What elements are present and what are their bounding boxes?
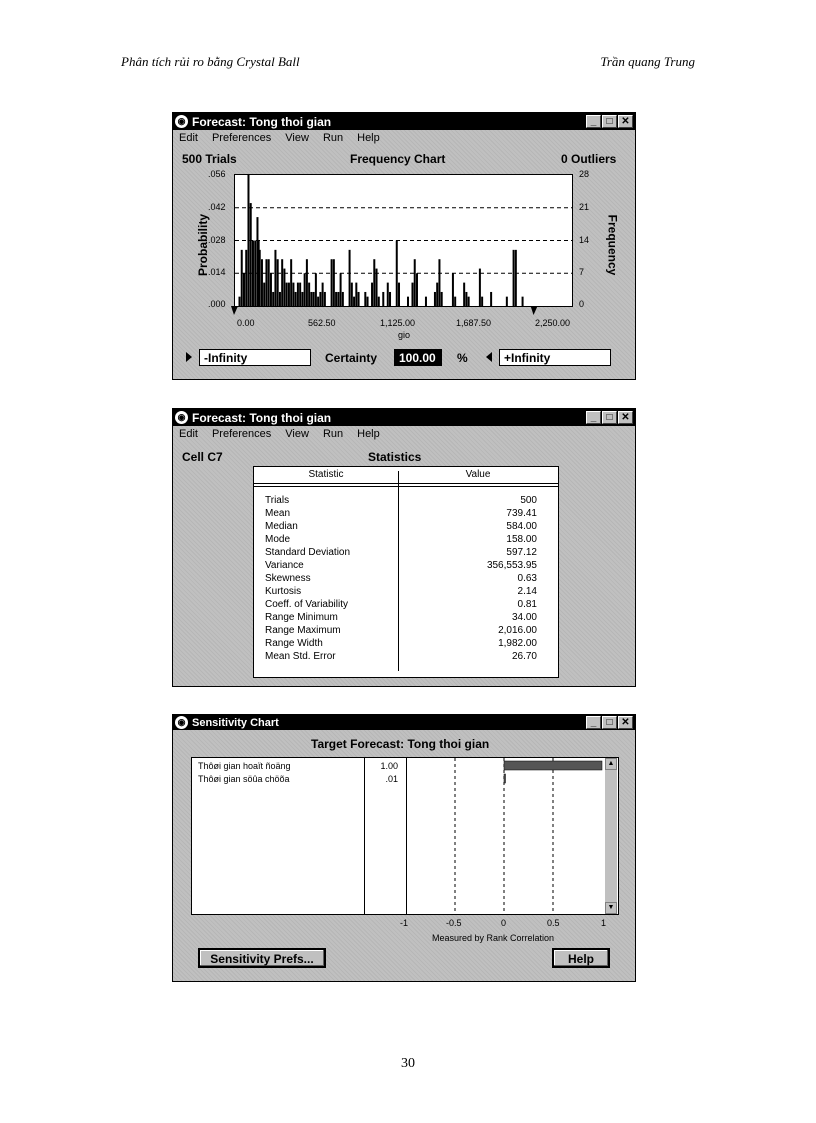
statistic-name: Mean (265, 508, 291, 519)
histogram-bar (376, 269, 378, 306)
menu-view[interactable]: View (285, 131, 309, 144)
histogram-bar (279, 292, 281, 306)
histogram-bar (319, 292, 321, 306)
scroll-down-icon[interactable]: ▼ (605, 902, 617, 914)
statistic-value: 34.00 (511, 612, 537, 623)
histogram-bar (463, 283, 465, 306)
right-arrow-icon[interactable] (486, 352, 492, 362)
histogram-bar (373, 259, 375, 306)
statistic-values (404, 494, 537, 663)
sensitivity-titlebar[interactable] (173, 715, 635, 730)
histogram-bar (250, 203, 252, 306)
histogram-bar (416, 273, 418, 306)
certainty-label: Certainty (325, 351, 378, 365)
histogram-bar (297, 283, 299, 306)
certainty-markers[interactable] (230, 305, 630, 319)
maximize-button[interactable]: □ (602, 115, 617, 128)
menu-help[interactable]: Help (357, 131, 380, 144)
histogram-bar (351, 283, 353, 306)
frequency-chart-svg (235, 175, 572, 306)
statistic-value: 26.70 (511, 651, 537, 662)
statistic-name: Median (265, 521, 298, 532)
histogram-bar (333, 259, 335, 306)
statistic-name: Trials (265, 495, 290, 506)
histogram-bar (452, 273, 454, 306)
histogram-bar (308, 283, 310, 306)
histogram-bar (515, 250, 517, 306)
histogram-bar (310, 292, 312, 306)
sensitivity-prefs-button[interactable]: Sensitivity Prefs... (198, 948, 326, 968)
sensitivity-row-name: Thôøi gian söûa chöõa (198, 774, 290, 784)
crystal-ball-icon[interactable]: ◉ (175, 716, 188, 729)
histogram-bar (436, 283, 438, 306)
histogram-bar (434, 292, 436, 306)
statistic-value: 739.41 (506, 508, 537, 519)
window-title: Forecast: Tong thoi gian (192, 114, 332, 129)
histogram-bar (331, 259, 333, 306)
upper-bound-field[interactable]: +Infinity (499, 349, 611, 366)
histogram-bar (337, 292, 339, 306)
right-tick: 21 (579, 202, 590, 212)
histogram-bar (304, 273, 306, 306)
menu-bar (173, 130, 635, 145)
histogram-bar (479, 269, 481, 306)
right-tick: 28 (579, 169, 590, 179)
histogram-bar (243, 273, 245, 306)
x-axis-label: gio (398, 330, 411, 340)
trials-label: 500 Trials (182, 152, 237, 166)
close-button[interactable]: ✕ (618, 115, 633, 128)
histogram-bar (396, 241, 398, 307)
left-tick: .028 (208, 235, 226, 245)
statistic-value: 0.81 (517, 599, 537, 610)
menu-preferences[interactable]: Preferences (211, 131, 272, 144)
histogram-bar (290, 259, 292, 306)
cell-label: Cell C7 (182, 450, 223, 464)
x-tick: 1,125.00 (380, 318, 416, 328)
menu-bar (173, 426, 635, 441)
header-divider (254, 483, 558, 484)
probability-axis-label: Probability (196, 213, 211, 277)
histogram-bar (324, 292, 326, 306)
statistic-value: 158.00 (506, 534, 537, 545)
certainty-field[interactable]: 100.00 (394, 349, 442, 366)
histogram-bar (465, 292, 467, 306)
menu-edit[interactable]: Edit (179, 131, 198, 144)
histogram-bar (335, 292, 337, 306)
sensitivity-axis-tick: -1 (400, 918, 409, 928)
histogram-bar (259, 250, 261, 306)
histogram-bar (245, 250, 247, 306)
menu-help[interactable]: Help (357, 427, 380, 440)
scroll-up-icon[interactable]: ▲ (605, 758, 617, 770)
header-divider (254, 486, 558, 487)
histogram-bar (490, 292, 492, 306)
right-certainty-marker[interactable] (531, 306, 538, 315)
statistic-name: Skewness (265, 573, 311, 584)
histogram-bar (438, 259, 440, 306)
maximize-button[interactable]: □ (602, 411, 617, 424)
histogram-bar (358, 292, 360, 306)
maximize-button[interactable]: □ (602, 716, 617, 729)
histogram-bar (283, 269, 285, 306)
histogram-bar (315, 273, 317, 306)
left-certainty-marker[interactable] (231, 306, 238, 315)
target-forecast-label: Target Forecast: Tong thoi gian (311, 737, 490, 751)
histogram-bar (292, 283, 294, 306)
histogram-bar (241, 250, 243, 306)
histogram-bar (301, 292, 303, 306)
statistic-name: Range Maximum (265, 625, 341, 636)
histogram-bar (247, 175, 249, 306)
right-tick: 0 (579, 299, 585, 309)
chart-title: Frequency Chart (350, 152, 446, 166)
sensitivity-axis-tick: 0 (501, 918, 507, 928)
histogram-bar (398, 283, 400, 306)
percent-sign: % (457, 351, 468, 365)
sensitivity-row-name: Thôøi gian hoaït ñoäng (198, 761, 291, 771)
histogram-bar (288, 283, 290, 306)
right-tick: 7 (579, 267, 585, 277)
sensitivity-bar (504, 774, 506, 783)
lower-bound-field[interactable]: -Infinity (199, 349, 311, 366)
help-button[interactable]: Help (552, 948, 610, 968)
statistic-name: Range Minimum (265, 612, 338, 623)
histogram-bar (313, 292, 315, 306)
frequency-chart-plot (234, 174, 573, 307)
menu-view[interactable]: View (285, 427, 309, 440)
histogram-bar (286, 283, 288, 306)
statistic-name: Mean Std. Error (265, 651, 336, 662)
statistic-name: Variance (265, 560, 304, 571)
window-title: Sensitivity Chart (192, 716, 279, 729)
statistics-heading: Statistics (368, 450, 422, 464)
statistic-name: Range Width (265, 638, 323, 649)
histogram-bar (299, 283, 301, 306)
sensitivity-row-value: .01 (385, 774, 398, 784)
frequency-axis-label: Frequency (605, 214, 620, 276)
menu-run[interactable]: Run (322, 427, 344, 440)
left-tick: .056 (208, 169, 226, 179)
histogram-bar (261, 259, 263, 306)
vertical-scrollbar[interactable] (605, 758, 617, 914)
statistic-value: 597.12 (506, 547, 537, 558)
histogram-bar (265, 259, 267, 306)
statistic-value: 356,553.95 (486, 560, 537, 571)
menu-run[interactable]: Run (322, 131, 344, 144)
crystal-ball-icon[interactable]: ◉ (175, 115, 188, 128)
statistics-titlebar[interactable] (173, 409, 635, 426)
histogram-bar (389, 292, 391, 306)
sensitivity-bar (504, 761, 602, 770)
col-header-value: Value (465, 469, 491, 480)
statistic-value: 2.14 (517, 586, 537, 597)
statistic-value: 584.00 (506, 521, 537, 532)
menu-edit[interactable]: Edit (179, 427, 198, 440)
sensitivity-axis-caption: Measured by Rank Correlation (432, 933, 555, 943)
statistics-table (253, 466, 559, 678)
header-left: Phân tích rủi ro bằng Crystal Ball (121, 54, 300, 69)
close-button[interactable]: ✕ (618, 716, 633, 729)
statistic-name: Mode (265, 534, 291, 545)
histogram-bar (263, 283, 265, 306)
histogram-bar (382, 292, 384, 306)
sensitivity-axis-tick: 0.5 (547, 918, 560, 928)
statistic-value: 2,016.00 (498, 625, 537, 636)
histogram-bar (411, 283, 413, 306)
menu-preferences[interactable]: Preferences (211, 427, 272, 440)
histogram-bar (441, 292, 443, 306)
histogram-bar (252, 241, 254, 307)
header-right: Trần quang Trung (600, 54, 695, 69)
histogram-bar (277, 259, 279, 306)
sensitivity-axis-tick: 1 (601, 918, 607, 928)
x-tick: 562.50 (308, 318, 336, 328)
left-tick: .042 (208, 202, 226, 212)
statistic-value: 1,982.00 (498, 638, 537, 649)
close-button[interactable]: ✕ (618, 411, 633, 424)
forecast-titlebar[interactable] (173, 113, 635, 130)
sensitivity-row-value: 1.00 (380, 761, 398, 771)
statistic-names (265, 494, 395, 663)
histogram-bar (355, 283, 357, 306)
x-tick: 0.00 (237, 318, 255, 328)
histogram-bar (387, 283, 389, 306)
right-tick: 14 (579, 235, 590, 245)
page-number: 30 (401, 1056, 415, 1071)
statistic-name: Standard Deviation (265, 547, 351, 558)
histogram-bar (274, 250, 276, 306)
histogram-bar (513, 250, 515, 306)
sensitivity-bars-svg (192, 758, 618, 914)
histogram-bar (340, 273, 342, 306)
histogram-bar (364, 292, 366, 306)
left-tick: .014 (208, 267, 226, 277)
window-title: Forecast: Tong thoi gian (192, 410, 332, 425)
left-arrow-icon[interactable] (186, 352, 192, 362)
left-tick: .000 (208, 299, 226, 309)
outliers-label: 0 Outliers (561, 152, 617, 166)
minimize-button[interactable]: _ (586, 716, 601, 729)
histogram-bar (254, 241, 256, 307)
minimize-button[interactable]: _ (586, 115, 601, 128)
histogram-bar (270, 273, 272, 306)
x-tick: 2,250.00 (535, 318, 571, 328)
histogram-bar (322, 283, 324, 306)
histogram-bar (342, 292, 344, 306)
histogram-bar (281, 259, 283, 306)
histogram-bar (295, 292, 297, 306)
col-header-statistic: Statistic (308, 469, 344, 480)
column-divider (398, 471, 399, 671)
statistic-value: 0.63 (517, 573, 537, 584)
statistic-value: 500 (520, 495, 537, 506)
statistic-name: Kurtosis (265, 586, 302, 597)
sensitivity-axis-tick: -0.5 (446, 918, 462, 928)
statistic-name: Coeff. of Variability (265, 599, 349, 610)
histogram-bar (306, 259, 308, 306)
x-tick: 1,687.50 (456, 318, 492, 328)
histogram-bar (349, 250, 351, 306)
minimize-button[interactable]: _ (586, 411, 601, 424)
histogram-bar (414, 259, 416, 306)
crystal-ball-icon[interactable]: ◉ (175, 411, 188, 424)
histogram-bar (371, 283, 373, 306)
histogram-bar (272, 292, 274, 306)
sensitivity-chart (191, 757, 619, 915)
histogram-bar (268, 259, 270, 306)
